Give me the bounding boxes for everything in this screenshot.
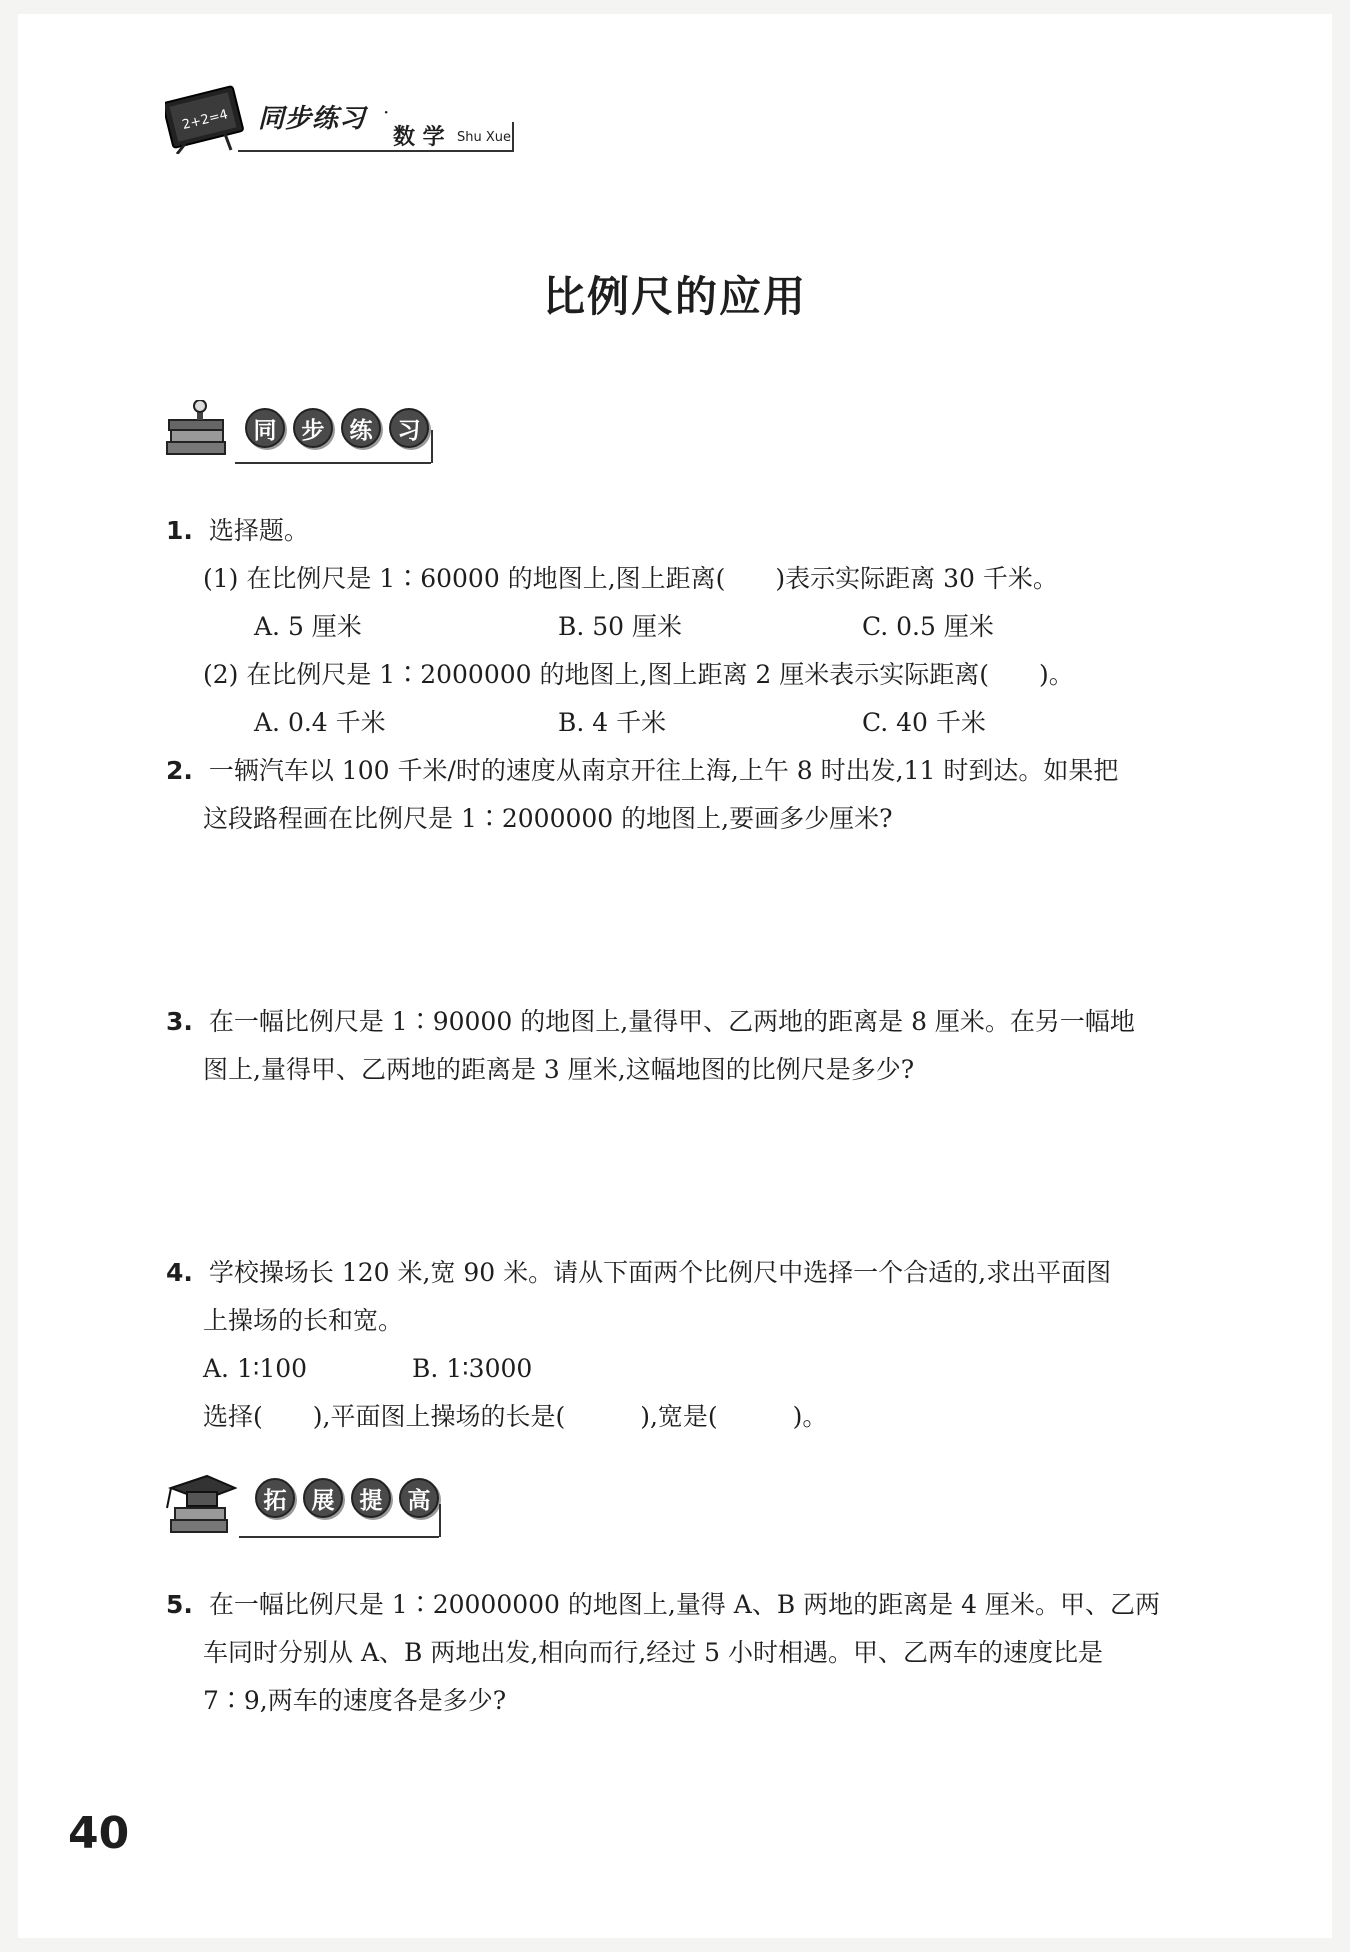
question-text: 在一幅比例尺是 1∶20000000 的地图上,量得 A、B 两地的距离是 4 厘米。甲、乙两 [208, 1590, 1160, 1619]
chalkboard-icon [165, 84, 249, 154]
q1-part2-option-a: A. 0.4 千米 [254, 708, 386, 737]
q1-part1-option-a: A. 5 厘米 [254, 612, 362, 641]
question-text: 学校操场长 120 米,宽 90 米。请从下面两个比例尺中选择一个合适的,求出平面图 [208, 1258, 1112, 1287]
series-name: 同步练习 [258, 104, 367, 134]
header-underline-end [512, 122, 514, 152]
question-number: 1. [166, 516, 193, 545]
section-banner-practice [163, 400, 433, 464]
question-2-line2: 这段路程画在比例尺是 1∶2000000 的地图上,要画多少厘米? [203, 804, 893, 833]
section-char: 提 [351, 1478, 391, 1518]
q4-fill-blank: 选择( ),平面图上操场的长是( ),宽是( )。 [203, 1402, 828, 1431]
question-5-line3: 7∶9,两车的速度各是多少? [203, 1686, 507, 1715]
q4-option-b: B. 1∶3000 [412, 1354, 533, 1383]
question-number: 5. [166, 1590, 193, 1619]
header-underline [238, 150, 514, 152]
section-banner-extension [163, 1470, 443, 1534]
section-char: 练 [341, 408, 381, 448]
q1-part1: (1) 在比例尺是 1∶60000 的地图上,图上距离( )表示实际距离 30 千米。 [203, 564, 1058, 593]
question-2 [166, 756, 1118, 786]
question-5 [166, 1590, 1160, 1620]
section-char: 高 [399, 1478, 439, 1518]
page-number: 40 [68, 1808, 130, 1859]
header-dot: · [383, 100, 390, 124]
board-text: 2+2=4 [180, 107, 230, 133]
subject-pinyin: Shu Xue [457, 130, 512, 145]
section-char: 习 [389, 408, 429, 448]
question-number: 3. [166, 1007, 193, 1036]
q1-part1-option-b: B. 50 厘米 [558, 612, 683, 641]
q1-part1-option-c: C. 0.5 厘米 [862, 612, 994, 641]
question-5-line2: 车同时分别从 A、B 两地出发,相向而行,经过 5 小时相遇。甲、乙两车的速度比是 [203, 1638, 1104, 1667]
q1-part2: (2) 在比例尺是 1∶2000000 的地图上,图上距离 2 厘米表示实际距离( )。 [203, 660, 1074, 689]
q4-option-a: A. 1∶100 [203, 1354, 308, 1383]
question-1 [166, 516, 309, 546]
section-char: 同 [245, 408, 285, 448]
question-4-line2: 上操场的长和宽。 [203, 1306, 404, 1335]
question-number: 2. [166, 756, 193, 785]
q1-part2-option-c: C. 40 千米 [862, 708, 986, 737]
question-number: 4. [166, 1258, 193, 1287]
question-4 [166, 1258, 1111, 1288]
graduation-cap-books-icon [163, 1470, 237, 1542]
question-3 [166, 1007, 1135, 1037]
question-text: 在一幅比例尺是 1∶90000 的地图上,量得甲、乙两地的距离是 8 厘米。在另一幅地 [208, 1007, 1135, 1036]
section-char: 展 [303, 1478, 343, 1518]
section-char: 步 [293, 408, 333, 448]
question-3-line2: 图上,量得甲、乙两地的距离是 3 厘米,这幅地图的比例尺是多少? [203, 1055, 915, 1084]
question-text: 一辆汽车以 100 千米/时的速度从南京开往上海,上午 8 时出发,11 时到达。如果把 [208, 756, 1119, 785]
page-title: 比例尺的应用 [542, 272, 807, 321]
q1-part2-option-b: B. 4 千米 [558, 708, 667, 737]
question-text: 选择题。 [208, 516, 309, 545]
books-lamp-icon [163, 400, 233, 466]
subject-name: 数 学 [393, 125, 445, 150]
section-char: 拓 [255, 1478, 295, 1518]
